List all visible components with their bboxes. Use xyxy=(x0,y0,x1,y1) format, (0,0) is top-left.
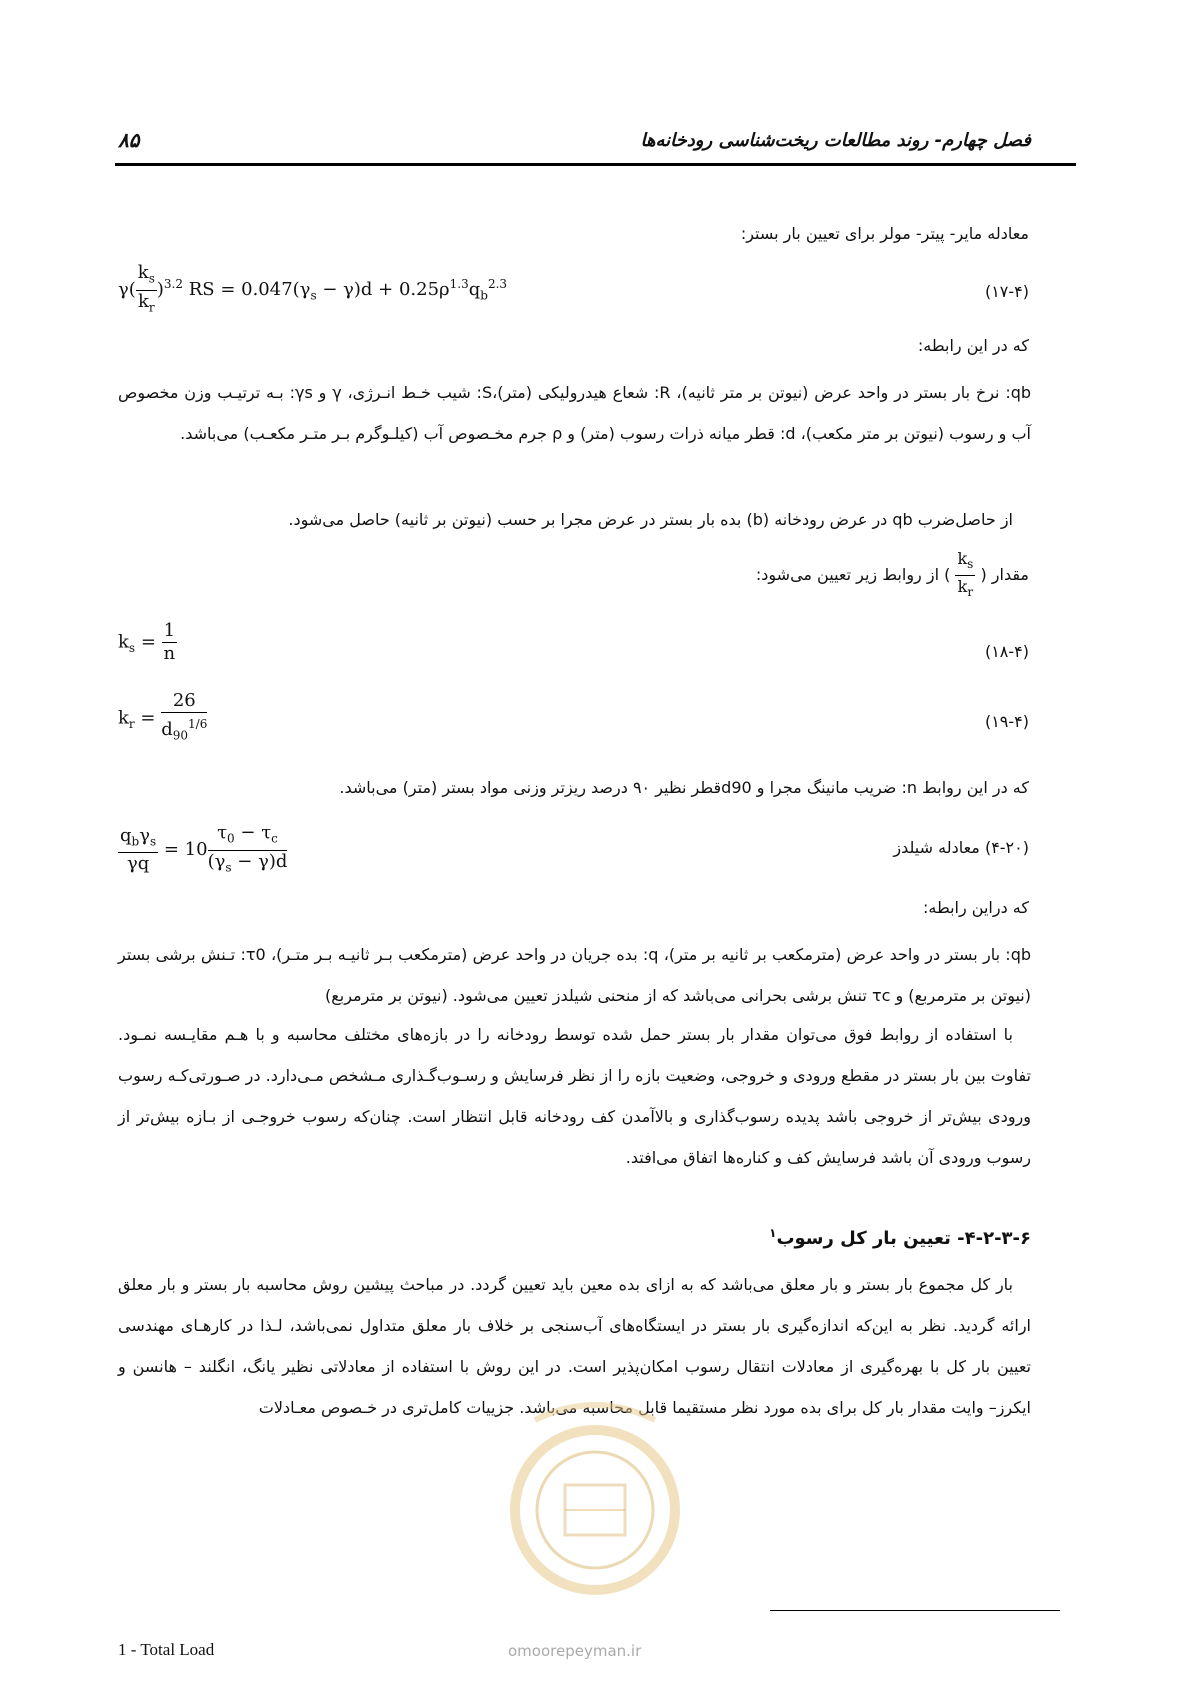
intro-line: معادله مایر- پیتر- مولر برای تعیین بار بستر: xyxy=(740,224,1029,243)
definitions-paragraph-2: qb: بار بستر در واحد عرض (مترمکعب بر ثانیه بر متر)، q: بده جریان در واحد عرض (مترمکعب بـر ثانیـه بـر متـر)، τ0: تـنش برشی بستر (نیوتن بر مترمربع) و τc تنش برشی بحرانی می‌باشد که از منحنی شیلدز تعیین می‌شود. (نیوتن بر مترمربع) xyxy=(118,945,1031,1005)
ratio-fraction: $\frac{k_s}{k_r}$ xyxy=(957,549,974,600)
where-line-1: که در این رابطه: xyxy=(917,336,1029,355)
equation-19-number: (۱۹-۴) xyxy=(984,712,1029,731)
product-line: از حاصل‌ضرب qb در عرض رودخانه (b) بده بار بستر در عرض مجرا بر حسب (نیوتن بر ثانیه) حاصل می‌شود. xyxy=(288,510,1013,529)
equation-17: γ( $\frac{k_s}{k_r}$ )$^{3.2}$ RS = $0.047(\gamma_s - \gamma)d + 0.25\rho^{1.3}q_b^{2.3}$ xyxy=(118,262,508,315)
equation-20-label: (۴-۲۰) معادله شیلدز xyxy=(893,838,1029,857)
section-heading xyxy=(769,1226,1031,1249)
equation-17-number: (۱۷-۴) xyxy=(984,282,1029,301)
equation-19: $k_r$ = $\frac{26}{d_{90}^{1/6}}$ xyxy=(118,690,208,743)
ratio-text-a: مقدار ( xyxy=(980,565,1029,585)
total-load-paragraph: بار کل مجموع بار بستر و بار معلق می‌باشد که به ازای بده معین باید تعیین گردد. در مباحث پیشین روش محاسبه بار بستر و بار معلق ارائه گردید. نظر به این‌که اندازه‌گیری بار بستر در ایستگاه‌های آب‌سنجی بر خلاف بار معلق متداول نمی‌باشد، لـذا در کارهـای مهندسی تعیین بار کل با بهره‌گیری از معادلات انتقال رسوب امکان‌پذیر است. در این روش با استفاده از معادلاتی نظیر یانگ، انگلند – هانسن و ایکرز– وایت مقدار بار کل برای بده مورد نظر مستقیما قابل محاسبه می‌باشد. جزییات کامل‌تری در خـصوص معـادلات xyxy=(118,1275,1031,1417)
ratio-text-b: ) از روابط زیر تعیین می‌شود: xyxy=(755,565,951,585)
watermark-emblem-icon xyxy=(495,1390,695,1650)
footnote-rule xyxy=(770,1610,1060,1611)
page-number: ۸۵ xyxy=(118,128,140,152)
footnote-text: 1 - Total Load xyxy=(118,1640,215,1659)
where-line-3: که دراین رابطه: xyxy=(922,898,1029,917)
equation-18: $k_s$ = $\frac{1}{n}$ xyxy=(118,620,176,664)
equation-18-number: (۱۸-۴) xyxy=(984,642,1029,661)
comparison-paragraph: با استفاده از روابط فوق می‌توان مقدار بار بستر حمل شده توسط رودخانه را در بازه‌های مختلف محاسبه و با هـم مقایـسه نمـود. تفاوت بین بار بستر در مقطع ورودی و خروجی، وضعیت بازه را از نظر فرسایش و رسـوب‌گـذاری مـشخص مـی‌دارد. در صـورتی‌کـه رسوب ورودی بیش‌تر از خروجی باشد پدیده رسوب‌گذاری و بالاآمدن کف رودخانه قابل انتظار است. چنان‌که رسوب خروجـی از بـازه بیش‌تر از رسوب ورودی آن باشد فرسایش کف و کناره‌ها اتفاق می‌افتد. xyxy=(118,1025,1031,1167)
watermark-text: omoorepeyman.ir xyxy=(508,1642,642,1660)
chapter-title: فصل چهارم- روند مطالعات ریخت‌شناسی رودخانه‌ها xyxy=(640,130,1031,151)
definitions-paragraph-1: qb: نرخ بار بستر در واحد عرض (نیوتن بر متر ثانیه)، R: شعاع هیدرولیکی (متر)،S: شیب خـط انـرژی، γ و γs: بـه ترتیـب وزن مخصوص آب و رسوب (نیوتن بر متر مکعب)، d: قطر میانه ذرات رسوب (متر) و ρ جرم مخـصوص آب (کیلـوگرم بـر متـر مکعـب) می‌باشد. xyxy=(118,383,1032,443)
footnote-marker: ۱ xyxy=(769,1226,777,1240)
section-heading-text: ۴-۲-۳-۶- تعیین بار کل رسوب xyxy=(776,1228,1031,1249)
ratio-line xyxy=(756,548,1029,603)
where-line-2: که در این روابط n: ضریب مانینگ مجرا و d90قطر نظیر ۹۰ درصد ریزتر وزنی مواد بستر (متر) می‌باشد. xyxy=(339,778,1029,797)
equation-20: $\frac{q_b\gamma_s}{\gamma q}$ = 10 $\frac{\tau_0 - \tau_c}{(\gamma_s - \gamma)d}$ xyxy=(120,822,288,875)
header-rule xyxy=(115,163,1076,166)
